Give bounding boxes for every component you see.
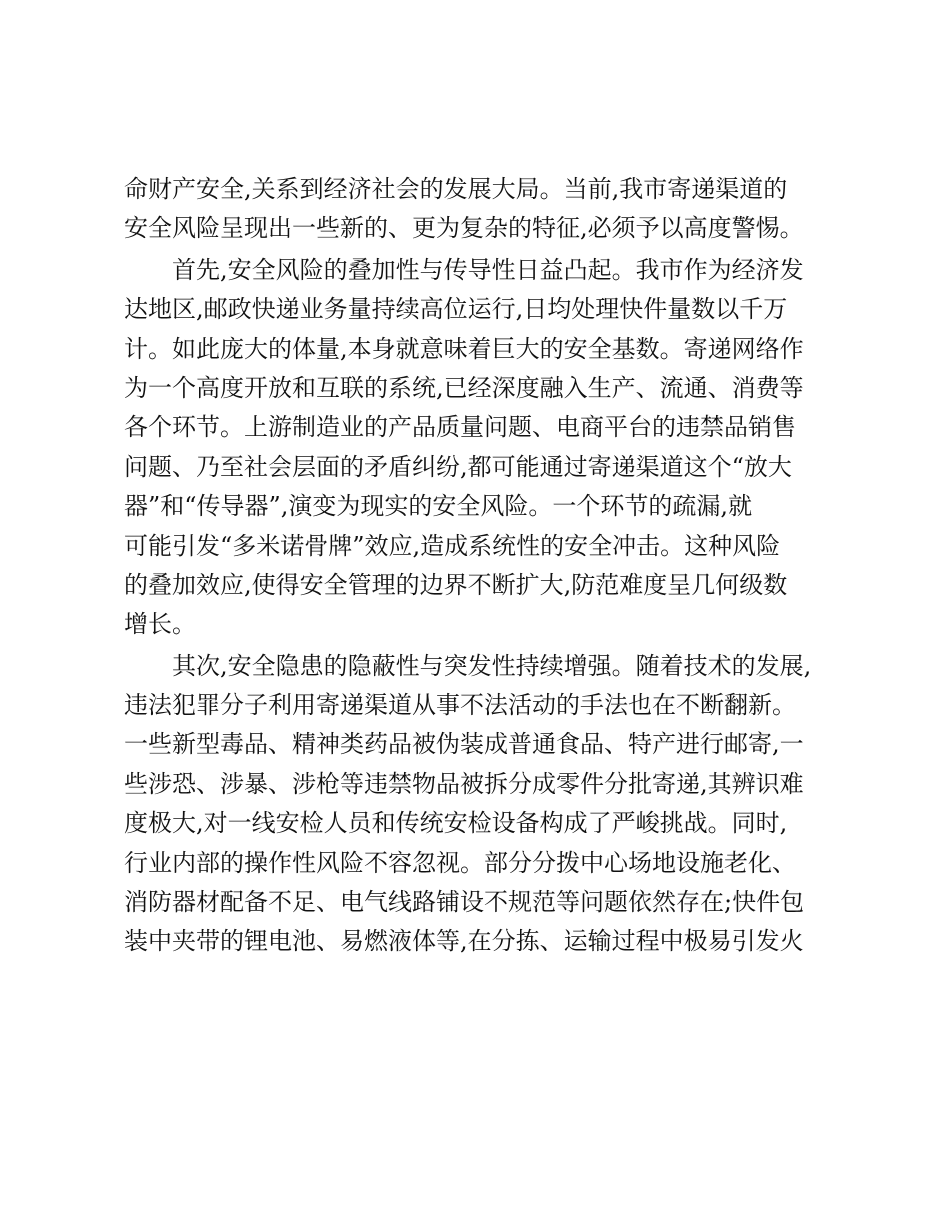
text-line: 命财产安全,关系到经济社会的发展大局。当前,我市寄递渠道的	[124, 175, 788, 203]
text-line: 装中夹带的锂电池、易燃液体等,在分拣、运输过程中极易引发火	[124, 927, 804, 956]
paragraph-2	[124, 251, 844, 645]
text-line: 增长。	[124, 610, 196, 639]
body-text	[124, 170, 844, 962]
text-line: 消防器材配备不足、电气线路铺设不规范等问题依然存在;快件包	[124, 888, 805, 917]
text-line: 达地区,邮政快递业务量持续高位运行,日均处理快件量数以千万	[124, 295, 788, 324]
text-line: 器”和“传导器”,演变为现实的安全风险。一个环节的疏漏,就	[124, 492, 753, 521]
text-line: 计。如此庞大的体量,本身就意味着巨大的安全基数。寄递网络作	[124, 334, 804, 363]
text-line: 的叠加效应,使得安全管理的边界不断扩大,防范难度呈几何级数	[124, 570, 788, 599]
text-line: 行业内部的操作性风险不容忽视。部分分拨中心场地设施老化、	[124, 848, 796, 877]
paragraph-1	[124, 170, 844, 249]
text-line: 安全风险呈现出一些新的、更为复杂的特征,必须予以高度警惕。	[124, 214, 804, 243]
text-line: 可能引发“多米诺骨牌”效应,造成系统性的安全冲击。这种风险	[124, 531, 781, 560]
text-line: 一些新型毒品、精神类药品被伪装成普通食品、特产进行邮寄,一	[124, 730, 804, 759]
text-line: 违法犯罪分子利用寄递渠道从事不法活动的手法也在不断翻新。	[124, 691, 796, 720]
text-line: 问题、乃至社会层面的矛盾纠纷,都可能通过寄递渠道这个“放大	[124, 452, 792, 481]
text-line: 些涉恐、涉暴、涉枪等违禁物品被拆分成零件分批寄递,其辨识难	[124, 769, 804, 798]
text-line: 首先,安全风险的叠加性与传导性日益凸起。我市作为经济发	[172, 255, 804, 284]
text-line: 其次,安全隐患的隐蔽性与突发性持续增强。随着技术的发展,	[172, 651, 812, 680]
text-line: 各个环节。上游制造业的产品质量问题、电商平台的违禁品销售	[124, 413, 796, 442]
text-line: 为一个高度开放和互联的系统,已经深度融入生产、流通、消费等	[124, 373, 804, 402]
paragraph-3	[124, 647, 844, 962]
text-line: 度极大,对一线安检人员和传统安检设备构成了严峻挑战。同时,	[124, 809, 788, 838]
